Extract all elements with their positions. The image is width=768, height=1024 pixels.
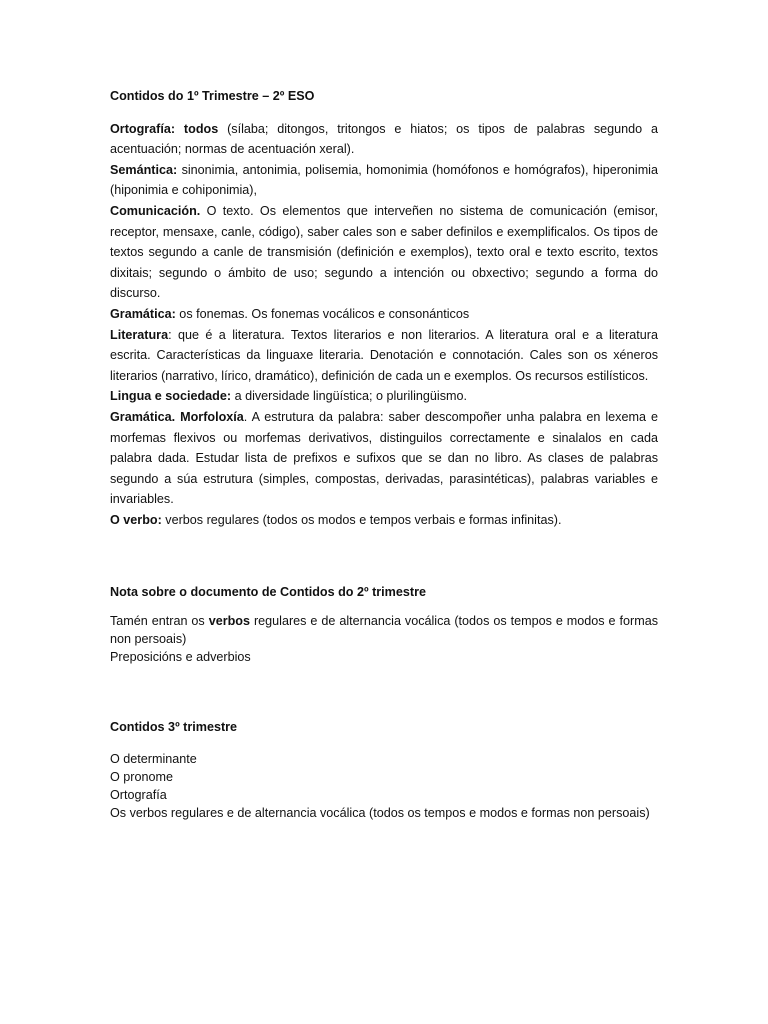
paragraph-label: Literatura <box>110 327 169 342</box>
section-third-trimester <box>110 717 658 823</box>
paragraph-text: : que é a literatura. Textos literarios e non literarios. A literatura oral e a literatura escrita. Características da linguaxe literaria. Denotación e connotación. Cales son os xéneros literarios (narrativo, lírico, dramático), definición de cada un e exemplos. Os recursos estilísticos. <box>110 327 658 383</box>
paragraph-semantica <box>110 160 658 201</box>
paragraph-label: Lingua e sociedade: <box>110 389 232 404</box>
note-text: Tamén entran os <box>110 614 209 629</box>
paragraph-text: sinonimia, antonimia, polisemia, homonimia (homófonos e homógrafos), hiperonimia (hiponimia e cohiponimia), <box>110 162 658 198</box>
paragraph-label: Comunicación. <box>110 203 201 218</box>
paragraph-label: Ortografía: todos <box>110 121 219 136</box>
list-item: Os verbos regulares e de alternancia vocálica (todos os tempos e modos e formas non persoais) <box>110 805 650 820</box>
paragraph-ortografia <box>110 119 658 160</box>
note-line-verbos <box>110 612 658 648</box>
paragraph-text: . A estrutura da palabra: saber descompoñer unha palabra en lexema e morfemas flexivos ou morfemas derivativos, distinguilos correctamente e sinalalos en cada palabra dada. Estudar lista de prefixos e sufixos que se dan no libro. As clases de palabras segundo a súa estrutura (simples, compostas, derivadas, parasintéticas), palabras variables e invariables. <box>110 409 658 507</box>
note-text: regulares e de alternancia vocálica (todos os tempos e modos e formas non persoais) <box>110 614 658 647</box>
paragraph-lingua-sociedade <box>110 386 658 407</box>
paragraph-label: Gramática: <box>110 306 176 321</box>
list-item: Ortografía <box>110 787 167 802</box>
paragraph-label: Semántica: <box>110 162 178 177</box>
document-body <box>110 86 658 822</box>
list-item: O determinante <box>110 752 197 767</box>
paragraph-label: O verbo: <box>110 512 162 527</box>
section-title: Contidos 3º trimestre <box>110 719 238 734</box>
paragraph-comunicacion <box>110 201 658 304</box>
section-first-trimester <box>110 86 658 530</box>
section-title: Contidos do 1º Trimestre – 2º ESO <box>110 89 315 103</box>
paragraph-gramatica <box>110 304 658 325</box>
paragraph-text: (sílaba; ditongos, tritongos e hiatos; os tipos de palabras segundo a acentuación; normas de acentuación xeral). <box>110 121 658 157</box>
note-bold-text: verbos <box>208 614 250 629</box>
paragraph-text: verbos regulares (todos os modos e tempos verbais e formas infinitas). <box>161 512 562 527</box>
paragraph-verbo <box>110 510 658 531</box>
paragraph-literatura <box>110 325 658 387</box>
paragraph-text: os fonemas. Os fonemas vocálicos e consonánticos <box>175 306 470 321</box>
paragraph-text: O texto. Os elementos que interveñen no sistema de comunicación (emisor, receptor, mensaxe, canle, código), saber cales son e saber definilos e exemplificalos. Os tipos de textos segundo a canle de transmisión (definición e exemplos), texto oral e texto escrito, textos dixitais; segundo o ámbito de uso; segundo a intención ou obxectivo; segundo a forma do discurso. <box>110 203 658 301</box>
section-title: Nota sobre o documento de Contidos do 2º trimestre <box>110 585 426 600</box>
section-second-trimester-note <box>110 582 658 666</box>
paragraph-morfoloxia <box>110 407 658 510</box>
note-line-preposicions: Preposicións e adverbios <box>110 650 251 665</box>
paragraph-text: a diversidade lingüística; o plurilingüismo. <box>231 389 467 404</box>
list-item: O pronome <box>110 770 173 785</box>
paragraph-label: Gramática. Morfoloxía <box>110 409 244 424</box>
